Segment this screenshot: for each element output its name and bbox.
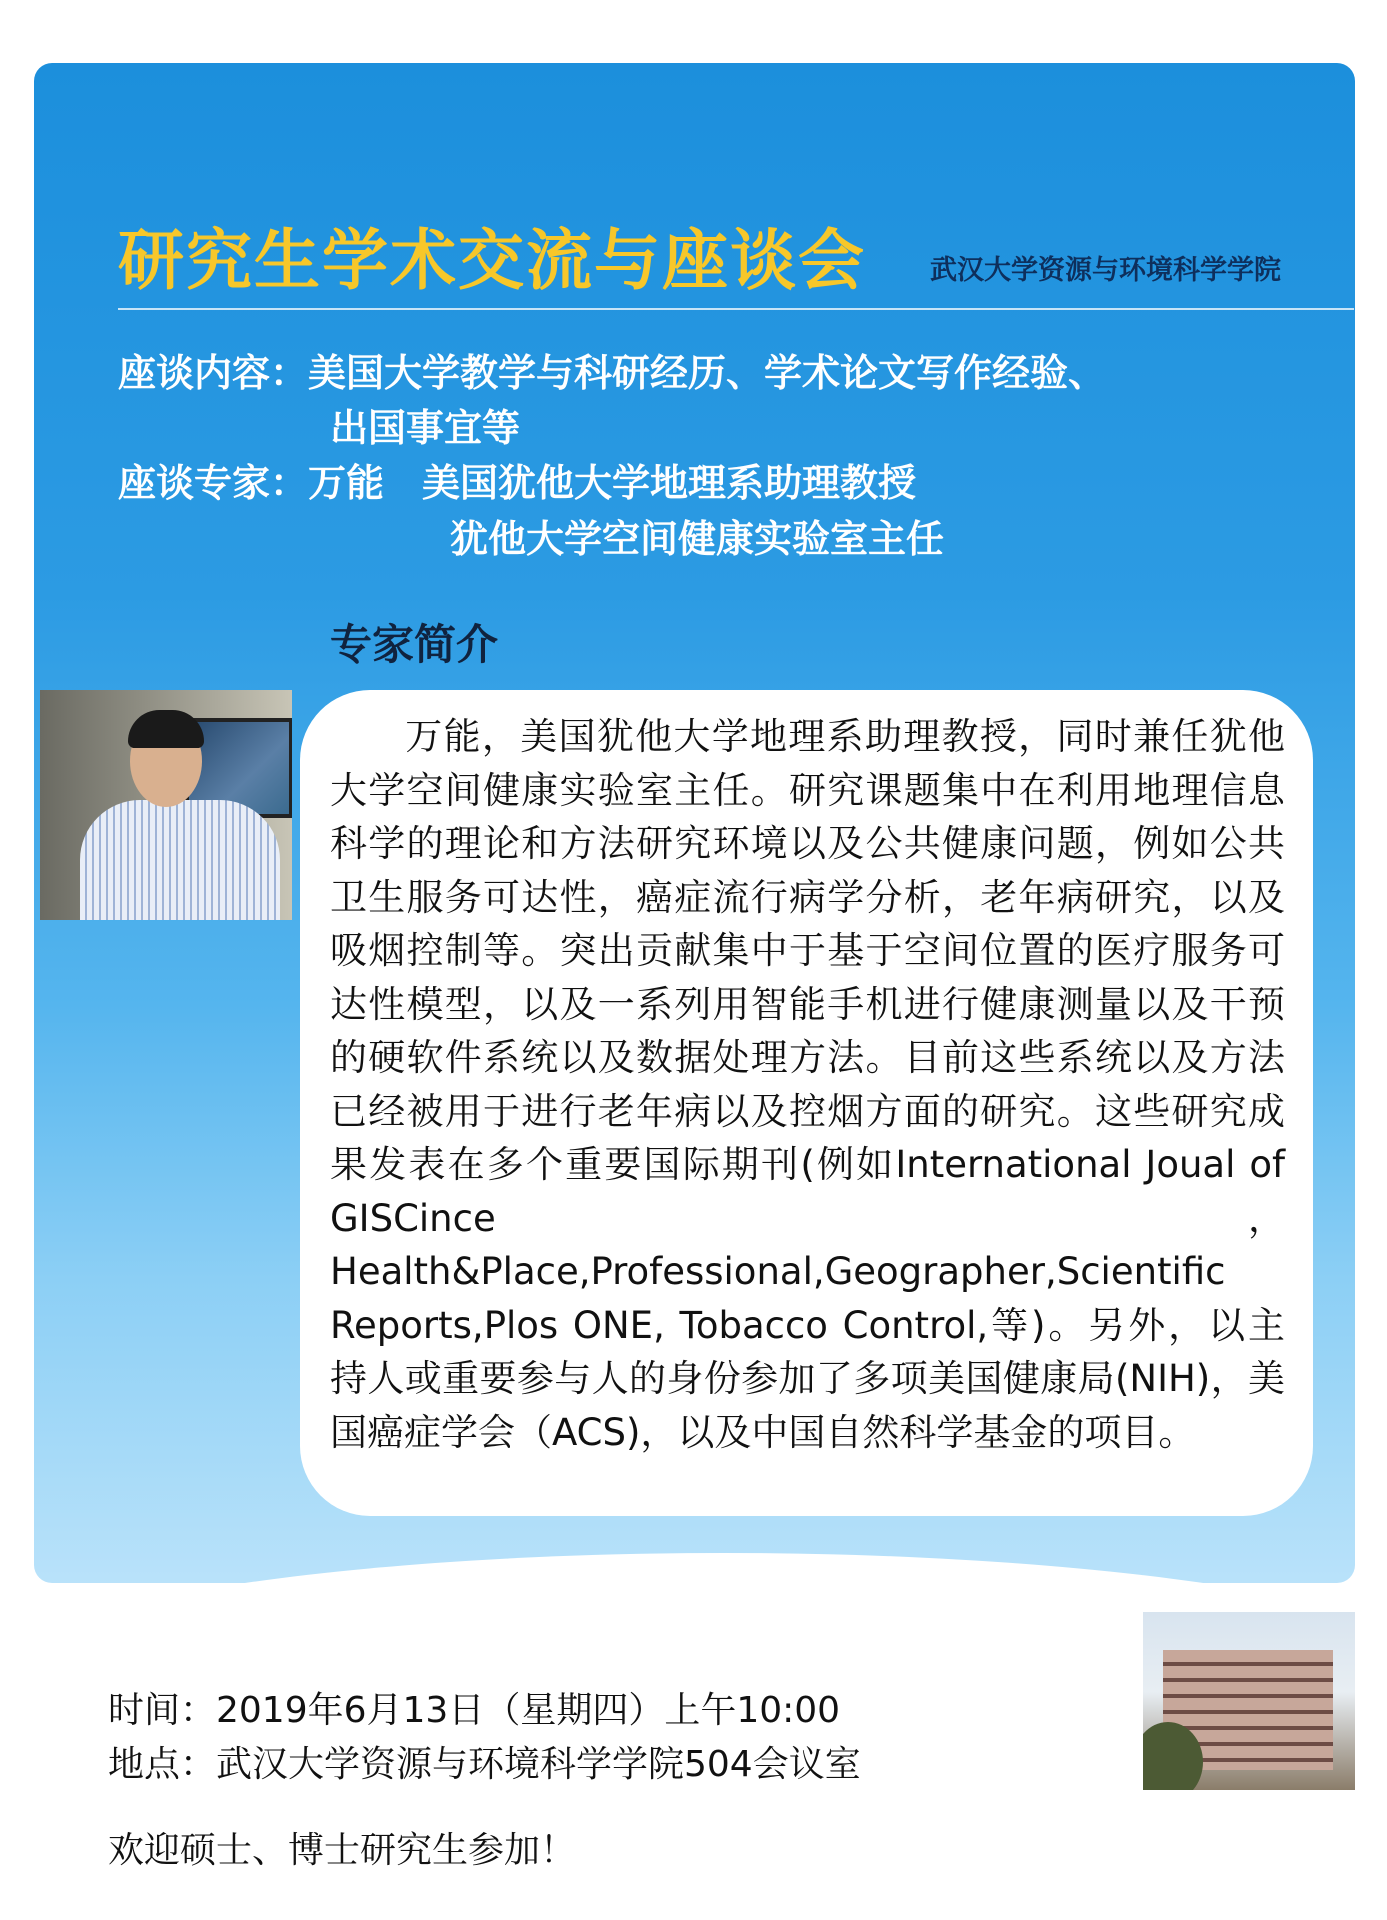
hair bbox=[128, 710, 204, 748]
content-line-1: 座谈内容：美国大学教学与科研经历、学术论文写作经验、 bbox=[118, 351, 1107, 395]
content-line-2: 出国事宜等 bbox=[330, 406, 521, 450]
title-divider bbox=[118, 308, 1354, 310]
expert-line-2: 犹他大学空间健康实验室主任 bbox=[450, 517, 945, 561]
welcome-note: 欢迎硕士、博士研究生参加！ bbox=[108, 1830, 577, 1871]
expert-photo bbox=[40, 690, 292, 920]
event-time: 时间：2019年6月13日（星期四）上午10:00 bbox=[108, 1690, 841, 1731]
bio-heading: 专家简介 bbox=[330, 620, 499, 669]
poster-title: 研究生学术交流与座谈会 bbox=[118, 222, 866, 299]
expert-line-1: 座谈专家：万能 美国犹他大学地理系助理教授 bbox=[118, 461, 917, 505]
bio-text-block bbox=[330, 710, 1285, 1459]
event-place: 地点：武汉大学资源与环境科学学院504会议室 bbox=[108, 1744, 861, 1785]
school-name: 武汉大学资源与环境科学学院 bbox=[930, 255, 1281, 286]
bio-text: 万能，美国犹他大学地理系助理教授，同时兼任犹他大学空间健康实验室主任。研究课题集中在利用地理信息科学的理论和方法研究环境以及公共健康问题，例如公共卫生服务可达性，癌症流行病学分析，老年病研究，以及吸烟控制等。突出贡献集中于基于空间位置的医疗服务可达性模型，以及一系列用智能手机进行健康测量以及干预的硬软件系统以及数据处理方法。目前这些系统以及方法已经被用于进行老年病以及控烟方面的研究。这些研究成果发表在多个重要国际期刊(例如International Joual of GISCince，Health&Place,Professional,Geographer,Scientific Reports,Plos ONE, Tobacco Control,等)。另外，以主持人或重要参与人的身份参加了多项美国健康局(NIH)，美国癌症学会（ACS)，以及中国自然科学基金的项目。 bbox=[330, 715, 1285, 1454]
bio-box bbox=[300, 690, 1313, 1516]
building-photo bbox=[1143, 1612, 1355, 1790]
wave-decoration bbox=[34, 1553, 1355, 1583]
shirt bbox=[80, 800, 280, 920]
